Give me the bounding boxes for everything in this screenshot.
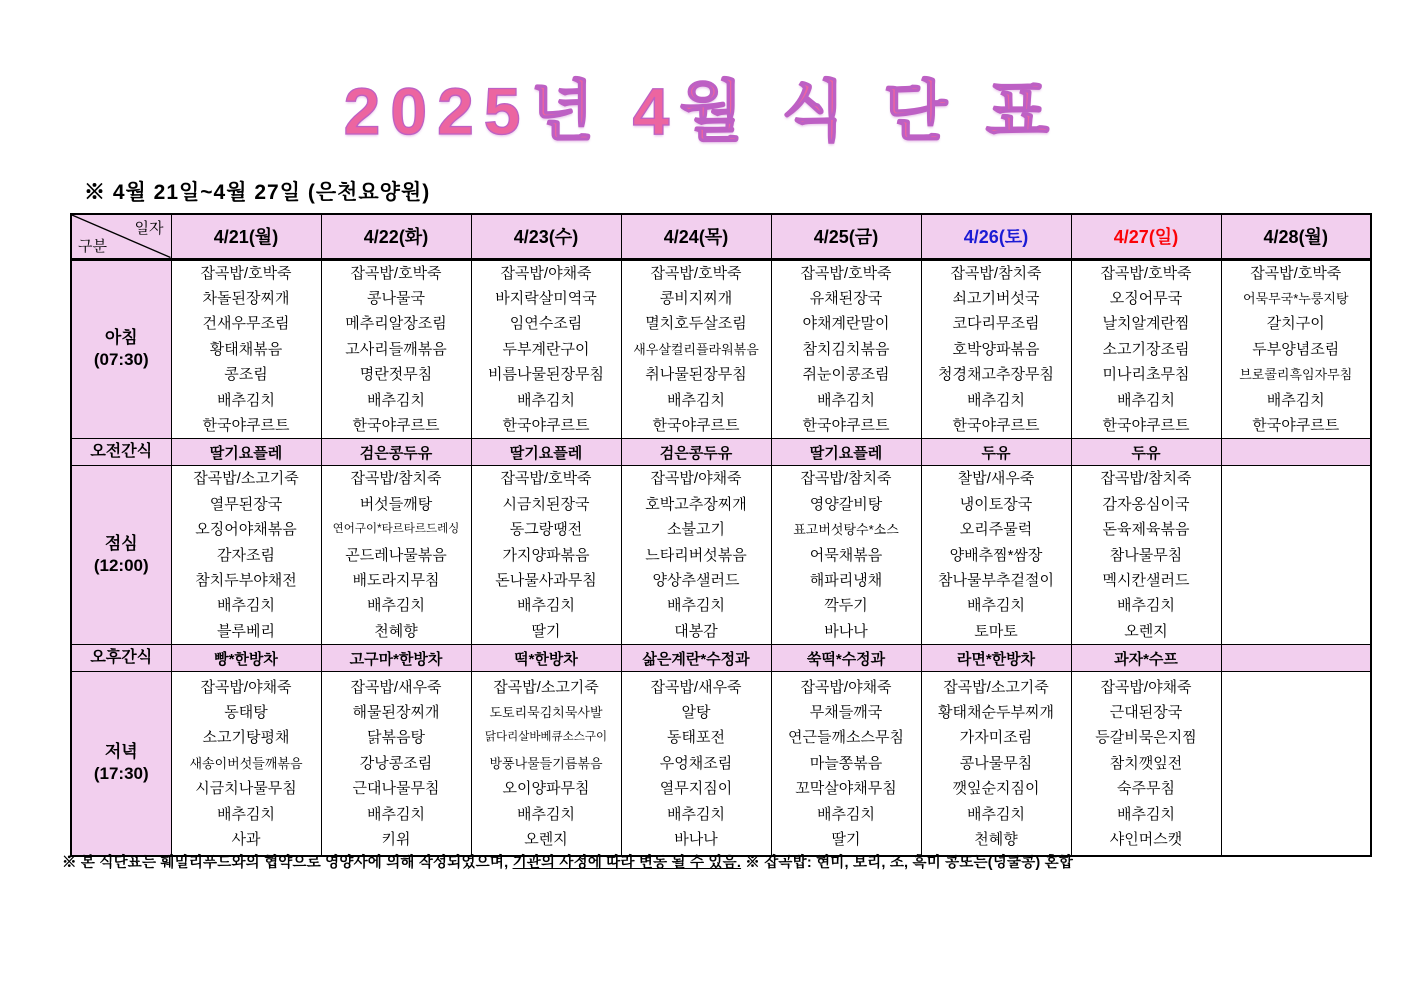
- menu-item: 호박고추장찌개: [645, 495, 747, 513]
- row-label-text: 오전간식: [90, 443, 153, 461]
- menu-item: 배추김치: [1117, 391, 1175, 409]
- menu-item: 찰밥/새우죽: [957, 470, 1035, 488]
- menu-item: 명란젓무침: [359, 366, 433, 384]
- meal-cell: [321, 259, 471, 439]
- menu-item: 배추김치: [667, 391, 725, 409]
- meal-cell: [921, 259, 1071, 439]
- menu-item: 콩비지찌개: [659, 289, 733, 307]
- menu-item: 배추김치: [517, 391, 575, 409]
- menu-item: 한국야쿠르트: [802, 416, 890, 434]
- menu-item: 감자조림: [217, 546, 275, 564]
- day-header-cell: 4/28(월): [1221, 214, 1371, 259]
- menu-item: 멕시칸샐러드: [1102, 571, 1190, 589]
- menu-item: 동태탕: [224, 703, 268, 721]
- menu-table: [70, 213, 1372, 857]
- date-range-subtitle: ※ 4월 21일~4월 27일 (은천요양원): [84, 181, 431, 204]
- menu-item: 연근들깨소스무침: [788, 729, 904, 747]
- menu-item: 도토리묵김치묵사발: [489, 704, 603, 720]
- snack-cell: 딸기요플레: [471, 439, 621, 466]
- menu-item: 멸치호두살조림: [645, 315, 747, 333]
- menu-item: 무채들깨국: [809, 703, 883, 721]
- menu-item: 느타리버섯볶음: [645, 546, 747, 564]
- menu-item: 황태채순두부찌개: [938, 703, 1054, 721]
- menu-item: 동그랑땡전: [509, 521, 583, 539]
- menu-item: 잡곡밥/호박죽: [800, 264, 892, 282]
- menu-item: 어묵무국*누룽지탕: [1242, 290, 1349, 306]
- snack-cell: 딸기요플레: [771, 439, 921, 466]
- menu-item: 깻잎순지짐이: [952, 780, 1040, 798]
- menu-item: 배추김치: [1117, 805, 1175, 823]
- menu-item: 딸기: [831, 830, 861, 848]
- menu-item: 잡곡밥/호박죽: [650, 264, 742, 282]
- day-header-cell: 4/23(수): [471, 214, 621, 259]
- menu-item: 배추김치: [817, 391, 875, 409]
- menu-item: 한국야쿠르트: [952, 416, 1040, 434]
- menu-item: 미나리초무침: [1102, 366, 1190, 384]
- meal-cell: [321, 466, 471, 645]
- menu-item: 배추김치: [217, 805, 275, 823]
- menu-item: 콩나물무침: [959, 754, 1033, 772]
- row-label-time: (12:00): [93, 556, 149, 576]
- meal-cell: [171, 672, 321, 856]
- menu-item: 바지락살미역국: [495, 289, 597, 307]
- menu-item: 꼬막살야채무침: [795, 780, 897, 798]
- menu-item: 배추김치: [967, 391, 1025, 409]
- row-label-breakfast: [71, 259, 171, 439]
- meal-cell: [621, 466, 771, 645]
- menu-item: 해물된장찌개: [352, 703, 440, 721]
- menu-item: 한국야쿠르트: [652, 416, 740, 434]
- menu-item: 두부계란구이: [502, 340, 590, 358]
- menu-item: 잡곡밥/참치죽: [800, 470, 892, 488]
- day-header-cell: 4/21(월): [171, 214, 321, 259]
- menu-item: 숙주무침: [1117, 780, 1175, 798]
- meal-cell: [1071, 259, 1221, 439]
- menu-item: 닭다리살바베큐소스구이: [484, 731, 608, 744]
- day-header-cell: 4/25(금): [771, 214, 921, 259]
- menu-item: 잡곡밥/참치죽: [950, 264, 1042, 282]
- corner-label-category: 구분: [78, 237, 107, 255]
- menu-item: 시금치된장국: [502, 495, 590, 513]
- menu-item: 닭볶음탕: [367, 729, 425, 747]
- menu-item: 우엉채조림: [659, 754, 733, 772]
- footer-text-2: ※ 잡곡밥: 현미, 보리, 조, 흑미 콩또는(넝쿨콩) 혼합: [741, 855, 1074, 871]
- menu-item: 근대나물무침: [352, 780, 440, 798]
- menu-item: 표고버섯탕수*소스: [793, 522, 899, 538]
- menu-item: 배추김치: [517, 597, 575, 615]
- menu-item: 사과: [231, 830, 261, 848]
- menu-item: 양상추샐러드: [652, 571, 740, 589]
- menu-item: 청경채고추장무침: [938, 366, 1054, 384]
- snack-cell: 두유: [1071, 439, 1221, 466]
- menu-item: 참치두부야채전: [195, 571, 297, 589]
- menu-item: 오징어무국: [1109, 289, 1183, 307]
- row-pm-snack: [71, 645, 1371, 672]
- meal-cell: [471, 466, 621, 645]
- menu-item: 잡곡밥/야채죽: [650, 470, 742, 488]
- meal-cell: [1071, 672, 1221, 856]
- meal-cell: [921, 672, 1071, 856]
- page-title: 2025년 4월 식 단 표: [343, 74, 1060, 148]
- menu-item: 잡곡밥/소고기죽: [943, 678, 1049, 696]
- snack-cell: 검은콩두유: [321, 439, 471, 466]
- menu-item: 취나물된장무침: [645, 366, 747, 384]
- row-lunch: [71, 466, 1371, 645]
- row-label-time: (17:30): [93, 764, 149, 784]
- row-label-text: 아침: [104, 328, 138, 348]
- menu-item: 바나나: [824, 622, 868, 640]
- menu-item: 호박양파볶음: [952, 340, 1040, 358]
- menu-item: 브로콜리흑임자무침: [1239, 367, 1353, 383]
- menu-item: 딸기: [531, 622, 561, 640]
- menu-item: 배추김치: [367, 805, 425, 823]
- menu-item: 잡곡밥/야채죽: [200, 678, 292, 696]
- menu-item: 배추김치: [1117, 597, 1175, 615]
- menu-item: 감자옹심이국: [1102, 495, 1190, 513]
- menu-item: 배도라지무침: [352, 571, 440, 589]
- menu-item: 오렌지: [1124, 622, 1168, 640]
- menu-item: 열무된장국: [209, 495, 283, 513]
- meal-cell: [771, 259, 921, 439]
- meal-cell: [471, 259, 621, 439]
- menu-item: 날치알계란찜: [1102, 315, 1190, 333]
- snack-cell: 딸기요플레: [171, 439, 321, 466]
- menu-item: 양배추찜*쌈장: [949, 546, 1043, 564]
- day-header-cell: 4/24(목): [621, 214, 771, 259]
- menu-item: 깍두기: [824, 597, 868, 615]
- menu-item: 오렌지: [524, 830, 568, 848]
- snack-cell: 빵*한방차: [171, 645, 321, 672]
- menu-item: 새송이버섯들깨볶음: [189, 755, 303, 771]
- menu-item: 쇠고기버섯국: [952, 289, 1040, 307]
- menu-item: 잡곡밥/야채죽: [1100, 678, 1192, 696]
- menu-item: 열무지짐이: [659, 780, 733, 798]
- menu-item: 한국야쿠르트: [352, 416, 440, 434]
- snack-cell: 쑥떡*수정과: [771, 645, 921, 672]
- row-label-pm-snack: [71, 645, 171, 672]
- day-header-cell: 4/22(화): [321, 214, 471, 259]
- menu-item: 참나물부추겉절이: [938, 571, 1054, 589]
- snack-cell: [1221, 645, 1371, 672]
- menu-item: 강낭콩조림: [359, 754, 433, 772]
- menu-item: 잡곡밥/참치죽: [350, 470, 442, 488]
- menu-item: 갈치구이: [1266, 315, 1325, 333]
- row-label-am-snack: [71, 439, 171, 466]
- menu-item: 시금치나물무침: [195, 780, 297, 798]
- menu-item: 쥐눈이콩조림: [802, 366, 890, 384]
- meal-cell: [621, 672, 771, 856]
- menu-item: 알탕: [681, 703, 711, 721]
- meal-cell: [1221, 672, 1371, 856]
- menu-item: 방풍나물들기름볶음: [489, 755, 603, 771]
- menu-item: 가지양파볶음: [502, 546, 590, 564]
- menu-item: 오리주물럭: [959, 521, 1033, 539]
- menu-item: 오징어야채볶음: [195, 521, 297, 539]
- menu-item: 가자미조림: [959, 729, 1033, 747]
- menu-item: 건새우무조림: [202, 315, 290, 333]
- meal-cell: [1071, 466, 1221, 645]
- menu-item: 콩조림: [224, 366, 268, 384]
- snack-cell: 과자*수프: [1071, 645, 1221, 672]
- menu-item: 배추김치: [217, 391, 275, 409]
- meal-cell: [621, 259, 771, 439]
- menu-item: 잡곡밥/호박죽: [1250, 264, 1342, 282]
- menu-item: 배추김치: [817, 805, 875, 823]
- menu-item: 어묵채볶음: [809, 546, 883, 564]
- menu-item: 참치깻잎전: [1109, 754, 1183, 772]
- menu-item: 고사리들깨볶음: [345, 340, 447, 358]
- corner-label-date: 일자: [134, 220, 164, 237]
- menu-item: 돈나물사과무침: [495, 571, 597, 589]
- menu-item: 차돌된장찌개: [202, 289, 290, 307]
- menu-item: 오이양파무침: [502, 780, 590, 798]
- row-label-time: (07:30): [93, 350, 149, 370]
- menu-item: 영양갈비탕: [809, 495, 883, 513]
- menu-item: 대봉감: [674, 622, 718, 640]
- menu-item: 배추김치: [367, 391, 425, 409]
- day-header-cell: 4/26(토): [921, 214, 1071, 259]
- menu-item: 배추김치: [967, 597, 1025, 615]
- row-label-lunch: [71, 466, 171, 645]
- meal-cell: [1221, 259, 1371, 439]
- menu-item: 버섯들깨탕: [359, 495, 433, 513]
- menu-item: 잡곡밥/새우죽: [350, 678, 442, 696]
- menu-item: 키위: [381, 830, 411, 848]
- menu-item: 배추김치: [367, 597, 425, 615]
- meal-cell: [171, 259, 321, 439]
- row-breakfast: [71, 259, 1371, 439]
- row-am-snack: [71, 439, 1371, 466]
- menu-item: 참나물무침: [1109, 546, 1183, 564]
- snack-cell: 라면*한방차: [921, 645, 1071, 672]
- meal-cell: [921, 466, 1071, 645]
- menu-item: 배추김치: [1266, 391, 1325, 409]
- row-label-text: 점심: [104, 534, 138, 554]
- menu-item: 배추김치: [517, 805, 575, 823]
- menu-item: 잡곡밥/참치죽: [1100, 470, 1192, 488]
- menu-item: 곤드레나물볶음: [345, 546, 447, 564]
- meal-cell: [771, 466, 921, 645]
- menu-item: 천혜향: [374, 622, 418, 640]
- menu-item: 근대된장국: [1109, 703, 1183, 721]
- meal-cell: [1221, 466, 1371, 645]
- menu-item: 배추김치: [967, 805, 1025, 823]
- menu-item: 토마토: [974, 622, 1018, 640]
- menu-item: 콩나물국: [367, 289, 425, 307]
- menu-item: 해파리냉채: [809, 571, 883, 589]
- menu-item: 잡곡밥/호박죽: [350, 264, 442, 282]
- snack-cell: [1221, 439, 1371, 466]
- meal-cell: [771, 672, 921, 856]
- menu-item: 잡곡밥/소고기죽: [493, 678, 599, 696]
- meal-cell: [471, 672, 621, 856]
- menu-item: 잡곡밥/야채죽: [500, 264, 592, 282]
- menu-item: 잡곡밥/새우죽: [650, 678, 742, 696]
- menu-item: 잡곡밥/소고기죽: [193, 470, 299, 488]
- menu-item: 천혜향: [974, 830, 1018, 848]
- menu-item: 두부양념조림: [1252, 340, 1340, 358]
- menu-item: 소고기장조림: [1102, 340, 1190, 358]
- menu-item: 잡곡밥/호박죽: [500, 470, 592, 488]
- footer-note: [62, 851, 1073, 872]
- menu-item: 참치김치볶음: [802, 340, 890, 358]
- menu-item: 돈육제육볶음: [1102, 521, 1190, 539]
- menu-item: 코다리무조림: [952, 315, 1040, 333]
- day-header-cell: 4/27(일): [1071, 214, 1221, 259]
- menu-item: 황태채볶음: [209, 340, 283, 358]
- menu-item: 한국야쿠르트: [502, 416, 590, 434]
- menu-item: 비름나물된장무침: [488, 366, 604, 384]
- menu-item: 한국야쿠르트: [1102, 416, 1190, 434]
- snack-cell: 삶은계란*수정과: [621, 645, 771, 672]
- menu-item: 배추김치: [667, 805, 725, 823]
- menu-item: 야채계란말이: [802, 315, 890, 333]
- footer-text-underlined: 기관의 사정에 따라 변동 될 수 있음.: [512, 855, 742, 871]
- menu-item: 한국야쿠르트: [202, 416, 290, 434]
- corner-cell: [71, 214, 171, 259]
- row-label-text: 오후간식: [90, 649, 153, 667]
- menu-item: 마늘쫑볶음: [809, 754, 883, 772]
- menu-item: 새우살컬리플라워볶음: [633, 341, 759, 357]
- menu-item: 한국야쿠르트: [1252, 416, 1340, 434]
- menu-item: 잡곡밥/호박죽: [1100, 264, 1192, 282]
- meal-cell: [321, 672, 471, 856]
- menu-item: 바나나: [674, 830, 718, 848]
- snack-cell: 고구마*한방차: [321, 645, 471, 672]
- menu-item: 메추리알장조림: [345, 315, 447, 333]
- menu-item: 등갈비묵은지찜: [1095, 729, 1197, 747]
- table-header-row: [71, 214, 1371, 259]
- menu-item: 샤인머스캣: [1109, 830, 1183, 848]
- menu-item: 블루베리: [217, 622, 275, 640]
- menu-item: 유채된장국: [809, 289, 883, 307]
- menu-item: 연어구이*타르타르드레싱: [332, 523, 460, 536]
- menu-item: 동태포전: [667, 729, 725, 747]
- snack-cell: 떡*한방차: [471, 645, 621, 672]
- menu-item: 소고기탕평채: [202, 729, 290, 747]
- menu-item: 잡곡밥/호박죽: [200, 264, 292, 282]
- row-label-text: 저녁: [104, 742, 138, 762]
- snack-cell: 두유: [921, 439, 1071, 466]
- menu-item: 임연수조림: [509, 315, 583, 333]
- menu-item: 냉이토장국: [959, 495, 1033, 513]
- snack-cell: 검은콩두유: [621, 439, 771, 466]
- meal-cell: [171, 466, 321, 645]
- footer-text-1: ※ 본 식단표는 훼밀리푸드와의 협약으로 영양사에 의해 작성되었으며,: [62, 855, 513, 871]
- row-dinner: [71, 672, 1371, 856]
- row-label-dinner: [71, 672, 171, 856]
- menu-item: 잡곡밥/야채죽: [800, 678, 892, 696]
- menu-item: 배추김치: [217, 597, 275, 615]
- menu-item: 배추김치: [667, 597, 725, 615]
- menu-item: 소불고기: [667, 521, 725, 539]
